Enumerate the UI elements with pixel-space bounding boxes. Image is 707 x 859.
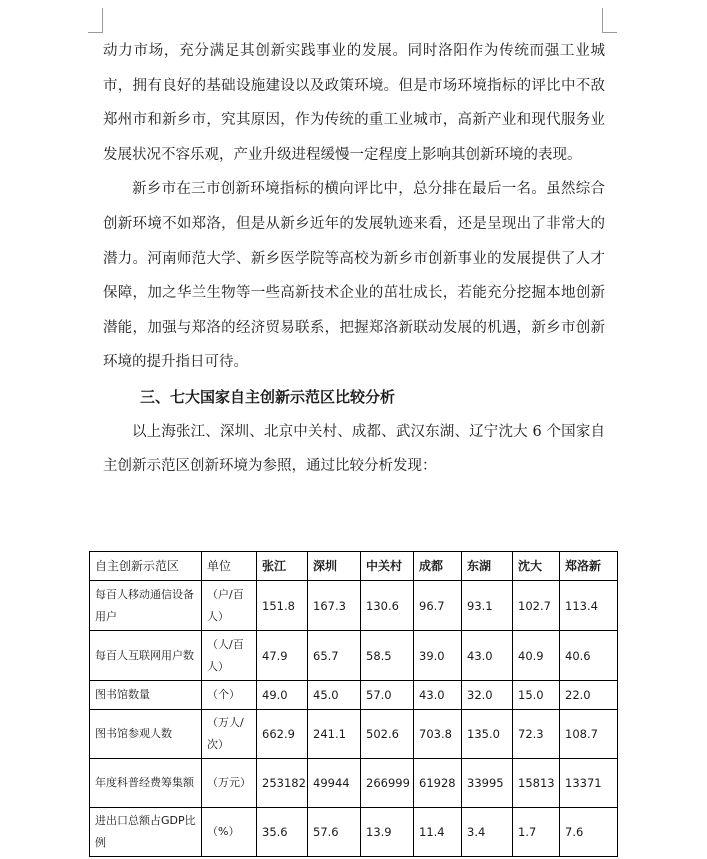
value-cell: 61928	[414, 759, 462, 808]
table-row	[90, 581, 618, 631]
table-header-cell: 成都	[414, 552, 462, 581]
value-cell: 49.0	[257, 681, 308, 710]
unit-cell: （万元）	[202, 759, 257, 808]
value-cell: 47.9	[257, 631, 308, 681]
value-cell: 96.7	[414, 581, 462, 631]
unit-cell: （人/百人）	[202, 631, 257, 681]
value-cell: 43.0	[414, 681, 462, 710]
page-corner-mark-left	[88, 8, 103, 33]
value-cell: 13.9	[361, 808, 414, 857]
page-corner-mark-right	[602, 8, 617, 33]
value-cell: 58.5	[361, 631, 414, 681]
value-cell: 93.1	[462, 581, 513, 631]
paragraph-luoyang: 动力市场，充分满足其创新实践事业的发展。同时洛阳作为传统而强工业城市，拥有良好的基础设施建设以及政策环境。但是市场环境指标的评比中不敌郑州市和新乡市，究其原因，作为传统的重工业城市，高新产业和现代服务业发展状况不容乐观，产业升级进程缓慢一定程度上影响其创新环境的表现。	[103, 43, 605, 163]
value-cell: 662.9	[257, 710, 308, 759]
table-row	[90, 631, 618, 681]
value-cell: 32.0	[462, 681, 513, 710]
value-cell: 266999	[361, 759, 414, 808]
table-row	[90, 681, 618, 710]
value-cell: 1.7	[513, 808, 560, 857]
value-cell: 49944	[308, 759, 361, 808]
indicator-cell: 每百人互联网用户数	[90, 631, 202, 681]
table-row	[90, 710, 618, 759]
table-header-cell: 自主创新示范区	[90, 552, 202, 581]
value-cell: 65.7	[308, 631, 361, 681]
indicator-cell: 每百人移动通信设备用户	[90, 581, 202, 631]
value-cell: 22.0	[560, 681, 618, 710]
unit-cell: （个）	[202, 681, 257, 710]
value-cell: 33995	[462, 759, 513, 808]
value-cell: 72.3	[513, 710, 560, 759]
value-cell: 7.6	[560, 808, 618, 857]
unit-cell: （户/百人）	[202, 581, 257, 631]
indicator-cell: 进出口总额占GDP比例	[90, 808, 202, 857]
value-cell: 253182	[257, 759, 308, 808]
section-heading: 三、七大国家自主创新示范区比较分析	[140, 387, 396, 406]
value-cell: 45.0	[308, 681, 361, 710]
table-row	[90, 759, 618, 808]
table-header-cell: 中关村	[361, 552, 414, 581]
table-header-row	[90, 552, 618, 581]
table-row	[90, 808, 618, 857]
value-cell: 3.4	[462, 808, 513, 857]
value-cell: 108.7	[560, 710, 618, 759]
value-cell: 13371	[560, 759, 618, 808]
indicator-cell: 图书馆参观人数	[90, 710, 202, 759]
document-body	[103, 34, 605, 484]
value-cell: 130.6	[361, 581, 414, 631]
value-cell: 15813	[513, 759, 560, 808]
value-cell: 102.7	[513, 581, 560, 631]
table-header-cell: 深圳	[308, 552, 361, 581]
value-cell: 39.0	[414, 631, 462, 681]
comparison-table	[89, 551, 618, 857]
value-cell: 40.6	[560, 631, 618, 681]
value-cell: 57.6	[308, 808, 361, 857]
value-cell: 703.8	[414, 710, 462, 759]
value-cell: 151.8	[257, 581, 308, 631]
value-cell: 43.0	[462, 631, 513, 681]
value-cell: 502.6	[361, 710, 414, 759]
paragraph-intro: 以上海张江、深圳、北京中关村、成都、武汉东湖、辽宁沈大 6 个国家自主创新示范区创新环境为参照，通过比较分析发现：	[103, 423, 605, 475]
indicator-cell: 图书馆数量	[90, 681, 202, 710]
unit-cell: （%）	[202, 808, 257, 857]
table-header-cell: 张江	[257, 552, 308, 581]
value-cell: 57.0	[361, 681, 414, 710]
value-cell: 241.1	[308, 710, 361, 759]
value-cell: 113.4	[560, 581, 618, 631]
paragraph-xinxiang: 新乡市在三市创新环境指标的横向评比中，总分排在最后一名。虽然综合创新环境不如郑洛，但是从新乡近年的发展轨迹来看，还是呈现出了非常大的潜力。河南师范大学、新乡医学院等高校为新乡市创新事业的发展提供了人才保障，加之华兰生物等一些高新技术企业的茁壮成长，若能充分挖掘本地创新潜能，加强与郑洛的经济贸易联系，把握郑洛新联动发展的机遇，新乡市创新环境的提升指日可待。	[103, 181, 605, 371]
table-header-cell: 东湖	[462, 552, 513, 581]
table-header-cell: 单位	[202, 552, 257, 581]
table-header-cell: 郑洛新	[560, 552, 618, 581]
indicator-cell: 年度科普经费筹集额	[90, 759, 202, 808]
table-header-cell: 沈大	[513, 552, 560, 581]
value-cell: 40.9	[513, 631, 560, 681]
unit-cell: （万人/次）	[202, 710, 257, 759]
value-cell: 15.0	[513, 681, 560, 710]
value-cell: 11.4	[414, 808, 462, 857]
value-cell: 135.0	[462, 710, 513, 759]
value-cell: 167.3	[308, 581, 361, 631]
value-cell: 35.6	[257, 808, 308, 857]
